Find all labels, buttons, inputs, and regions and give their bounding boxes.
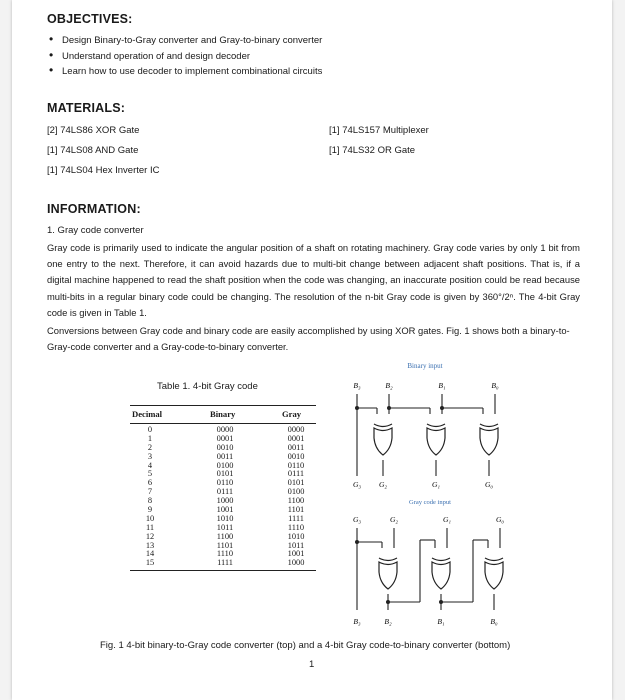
table-cell: 14	[145, 549, 155, 559]
material-item: [1] 74LS157 Multiplexer	[329, 125, 429, 136]
materials-heading: MATERIALS:	[47, 101, 126, 115]
table-cell: 0011	[287, 442, 305, 452]
objective-item: • Design Binary-to-Gray converter and Gray-to-binary converter	[49, 33, 322, 49]
table-cell: 1011	[287, 540, 305, 550]
table-column-gray	[279, 426, 313, 568]
document-page	[12, 0, 612, 700]
material-item: [1] 74LS04 Hex Inverter IC	[47, 165, 160, 176]
table-cell: 9	[147, 505, 153, 515]
table-cell: 0101	[287, 478, 305, 488]
table-cell: 0001	[216, 433, 234, 443]
table-cell: 0111	[287, 469, 305, 479]
table-cell: 1110	[216, 549, 234, 559]
table-cell: 0010	[287, 451, 305, 461]
table-rule	[130, 405, 316, 406]
table-cell: 0	[147, 425, 153, 434]
page-number: 1	[309, 659, 315, 670]
table-cell: 1110	[287, 522, 305, 532]
objective-item: • Learn how to use decoder to implement combinational circuits	[49, 64, 322, 80]
table-header-decimal: Decimal	[132, 409, 163, 419]
input-label: G₁	[442, 515, 452, 524]
table-cell: 1101	[216, 540, 234, 550]
table-cell: 1100	[216, 531, 234, 541]
output-label: B₂	[384, 617, 392, 626]
table-cell: 1000	[216, 496, 234, 506]
table-cell: 0111	[216, 487, 234, 497]
converter-circuit-diagram	[330, 358, 510, 632]
table-cell: 7	[147, 487, 153, 497]
output-label: G₀	[484, 480, 494, 489]
table-cell: 6	[147, 478, 153, 488]
xor-gate	[480, 424, 498, 455]
table-cell: 1010	[287, 531, 305, 541]
xor-gate	[374, 424, 392, 455]
output-label: B₀	[490, 617, 498, 626]
table-cell: 5	[147, 469, 153, 479]
table-cell: 4	[147, 460, 153, 470]
objectives-heading: OBJECTIVES:	[47, 12, 133, 26]
table-column-binary	[208, 426, 242, 568]
table-cell: 0100	[216, 460, 234, 470]
information-heading: INFORMATION:	[47, 202, 141, 216]
information-paragraph: Conversions between Gray code and binary code are easily accomplished by using XOR gates. Fig. 1 shows both a binary-to-Gray-code converter and a Gray-code-to-binary converter.	[47, 325, 570, 353]
table-title: Table 1. 4-bit Gray code	[157, 381, 258, 392]
table-cell: 0101	[216, 469, 234, 479]
table-cell: 1101	[287, 505, 305, 515]
xor-gate	[379, 558, 397, 589]
material-item: [1] 74LS08 AND Gate	[47, 145, 139, 156]
gray-input-label: Gray code input	[409, 499, 451, 506]
table-column-decimal	[138, 426, 162, 568]
table-cell: 1001	[287, 549, 305, 559]
table-cell: 1	[147, 433, 153, 443]
table-cell: 0100	[287, 487, 305, 497]
objectives-list	[49, 33, 322, 80]
figure-caption: Fig. 1 4-bit binary-to-Gray code converter (top) and a 4-bit Gray code-to-binary converter (bottom)	[100, 640, 511, 651]
table-cell: 1001	[216, 505, 234, 515]
table-cell: 11	[145, 522, 155, 532]
table-rule	[130, 570, 316, 571]
xor-gate	[432, 558, 450, 589]
table-cell: 15	[145, 558, 155, 568]
table-cell: 10	[145, 513, 155, 523]
input-label: B₁	[438, 381, 446, 390]
table-rule	[130, 423, 316, 424]
material-item: [2] 74LS86 XOR Gate	[47, 125, 140, 136]
table-cell: 1011	[216, 522, 234, 532]
table-cell: 1100	[287, 496, 305, 506]
objective-item: • Understand operation of and design decoder	[49, 49, 322, 65]
input-label: B₂	[385, 381, 393, 390]
table-cell: 0001	[287, 433, 305, 443]
binary-input-label: Binary input	[407, 362, 443, 370]
information-paragraph: Gray code is primarily used to indicate the angular position of a shaft on rotating machinery. Gray code varies by only 1 bit from one entry to the next. Therefore, it can avoid hazards due to multi-bit change between adjacent shaft positions. That is, if a digital machine happened to read the shaft position when the code was changing, an inaccurate position could be read because multi-bits in a regular binary code could be changing. The resolution of the n-bit Gray code is given by 360°/2ⁿ. The 4-bit Gray code is given in Table 1.	[47, 242, 580, 318]
input-label: B₀	[491, 381, 499, 390]
xor-gate	[427, 424, 445, 455]
output-label: G₁	[431, 480, 441, 489]
table-cell: 0000	[287, 425, 305, 434]
table-cell: 13	[145, 540, 155, 550]
table-cell: 1010	[216, 513, 234, 523]
table-cell: 12	[145, 531, 155, 541]
table-cell: 1000	[287, 558, 305, 568]
input-label: G₂	[389, 515, 399, 524]
table-header-gray: Gray	[282, 409, 302, 419]
table-cell: 2	[147, 442, 153, 452]
xor-gate	[485, 558, 503, 589]
output-label: B₃	[353, 617, 361, 626]
table-cell: 3	[147, 451, 153, 461]
input-label: G₃	[352, 515, 362, 524]
output-label: B₁	[437, 617, 445, 626]
table-cell: 1111	[288, 513, 304, 523]
table-cell: 0110	[216, 478, 234, 488]
input-label: B₃	[353, 381, 361, 390]
table-cell: 0011	[216, 451, 234, 461]
output-label: G₃	[352, 480, 362, 489]
input-label: G₀	[495, 515, 505, 524]
table-cell: 1111	[217, 558, 233, 568]
table-cell: 0000	[216, 425, 234, 434]
table-cell: 8	[147, 496, 153, 506]
material-item: [1] 74LS32 OR Gate	[329, 145, 416, 156]
table-cell: 0110	[287, 460, 305, 470]
table-header-binary: Binary	[210, 409, 236, 419]
information-subheading: 1. Gray code converter	[47, 225, 144, 236]
table-cell: 0010	[216, 442, 234, 452]
output-label: G₂	[378, 480, 388, 489]
